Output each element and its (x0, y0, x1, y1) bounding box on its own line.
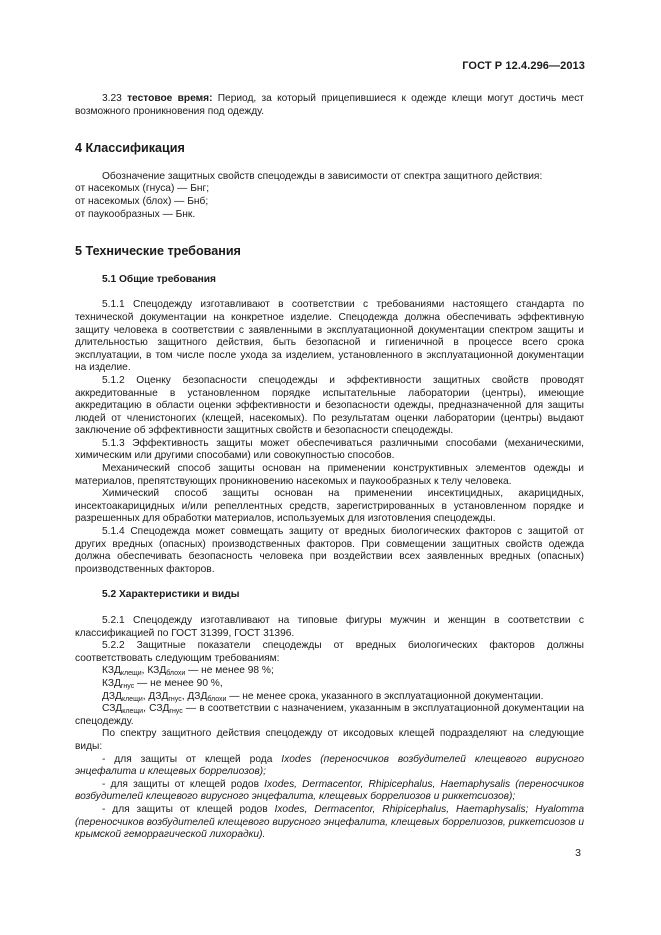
page-number: 3 (575, 847, 581, 859)
requirement-kzd-ticks-fleas: $КЗД_{клещи}$, $КЗД_{блохи}$ — не менее 98 %; (102, 665, 274, 678)
clause-5-1-3: 5.1.3 Эффективность защиты может обеспечиваться различными способами (механическими, химическим или другими способами) или совокупностью способов. (75, 437, 584, 462)
clause-5-1-3-mechanical: Механический способ защиты основан на применении конструктивных элементов одежды и материалов, препятствующих проникновению насекомых и паукообразных к телу человека. (75, 463, 584, 487)
clause-5-1-1: 5.1.1 Спецодежду изготавливают в соответствии с требованиями настоящего стандарта по технической документации на конкретное изделие. Спецодежда должна обеспечивать эффективную защиту человека в соответствии с заявленными в эксплуатационной документации спектром защиты и длительностью защитного действия, быть безопасной и гигиеничной в процессе всего срока эксплуатации, в том числе после ухода за изделием, установленного в эксплуатационной документации на изделие. (75, 299, 584, 374)
term-name: тестовое время: (127, 93, 213, 104)
classification-intro: Обозначение защитных свойств спецодежды в зависимости от спектра защитного действия: (102, 170, 543, 182)
term-definition: Период, за который прицепившиеся к одежде клещи могут достичь мест возможного проникновения под одежду. (75, 93, 584, 117)
clause-5-1-2: 5.1.2 Оценку безопасности спецодежды и эффективности защитных свойств проводят аккредитованные в установленном порядке испытательные лаборатории (центры), имеющие аккредитацию в области оценки эффективности и безопасности одежды, предназначенной для защиты людей от членистоногих (клещей, насекомых). По результатам оценки лаборатории (центры) выдают заключение об эффективности защитных свойств и безопасности спецодежды. (75, 374, 584, 437)
requirement-kzd-gnus: $КЗД_{гнус}$ — не менее 90 %, (102, 677, 223, 690)
section-4-title: 4 Классификация (75, 141, 185, 156)
classification-item: от насекомых (гнуса) — Бнг; (75, 183, 210, 195)
classification-item: от паукообразных — Бнк. (75, 208, 196, 220)
clause-5-1-3-chemical: Химический способ защиты основан на применении инсектицидных, акарицидных, инсектоакарицидных и/или репеллентных средств, зарегистрированных в установленном порядке и разрешенных для обработки материалов, используемых для изготовления спецодежды. (75, 488, 584, 525)
document-body (75, 93, 584, 842)
requirement-szd: $СЗД_{клещи}$, $СЗД_{гнус}$ — в соответствии с назначением, указанным в эксплуатационной документации на спецодежду. (75, 703, 584, 727)
clause-5-2-1: 5.2.1 Спецодежду изготавливают на типовые фигуры мужчин и женщин в соответствии с классификацией по ГОСТ 31399, ГОСТ 31396. (75, 615, 584, 639)
requirement-dzd: $ДЗД_{клещи}$, $ДЗД_{гнус}$, $ДЗД_{блохи}$ — не менее срока, указанного в эксплуатационной документации. (102, 690, 544, 703)
spectrum-intro: По спектру защитного действия спецодежду от иксодовых клещей подразделяют на следующие виды: (75, 728, 584, 752)
spectrum-item: - для защиты от клещей рода Ixodes (переносчиков возбудителей клещевого вирусного энцефалита и клещевых боррелиозов); (75, 753, 584, 778)
clause-5-1-4: 5.1.4 Спецодежда может совмещать защиту от вредных биологических факторов с защитой от других вредных (опасных) производственных факторов. При совмещении защитных свойств одежда должна обеспечивать безопасность человека при воздействии всех заявленных вредных (опасных) производственных факторов. (75, 526, 584, 575)
clause-5-2-2: 5.2.2 Защитные показатели спецодежды от вредных биологических факторов должны соответствовать следующим требованиям: (75, 640, 584, 664)
term-3-23 (75, 93, 584, 118)
subsection-5-1-title: 5.1 Общие требования (102, 273, 216, 285)
classification-item: от насекомых (блох) — Бнб; (75, 195, 209, 207)
term-number: 3.23 (102, 93, 122, 104)
spectrum-item: - для защиты от клещей родов Ixodes, Dermacentor, Rhipicephalus, Haemaphysalis (переносчиков возбудителей клещевого вирусного энцефалита, клещевых боррелиозов и риккетсиозов); (75, 778, 584, 803)
section-5-title: 5 Технические требования (75, 244, 241, 259)
standard-designation: ГОСТ Р 12.4.296—2013 (462, 60, 585, 72)
subsection-5-2-title: 5.2 Характеристики и виды (102, 589, 240, 601)
spectrum-item: - для защиты от клещей родов Ixodes, Dermacentor, Rhipicephalus, Haemaphysalis; Hyalomma (переносчиков возбудителей клещевого вирусного энцефалита, клещевых боррелиозов, риккетсиозов и крымской геморрагической лихорадки). (75, 803, 584, 841)
